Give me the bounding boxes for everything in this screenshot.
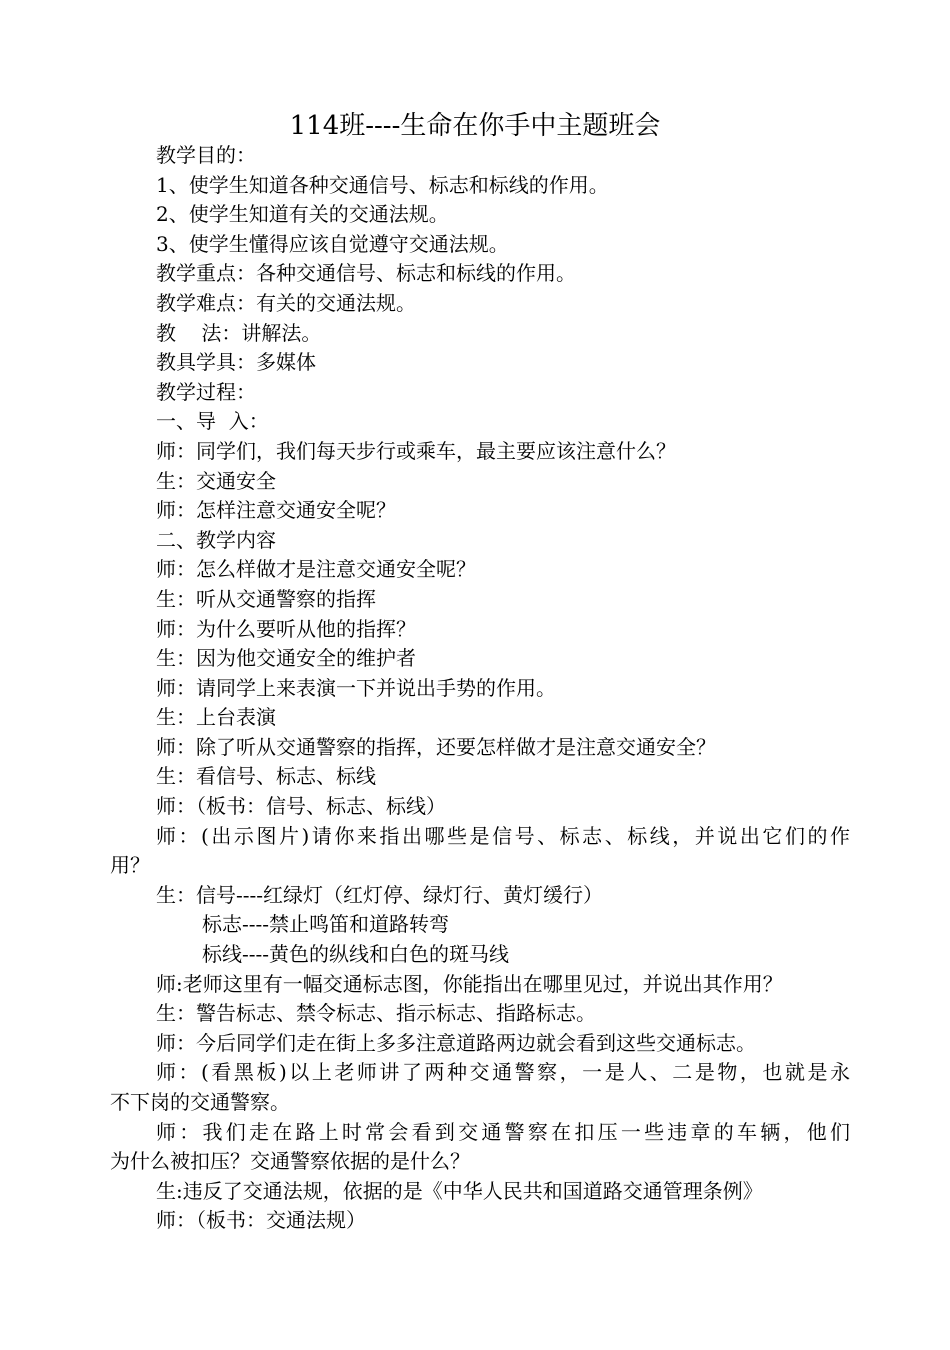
teaching-aids: 教具学具：多媒体: [156, 350, 316, 375]
dialogue-line: 师：我们走在路上时常会看到交通警察在扣压一些违章的车辆，他们: [156, 1119, 850, 1144]
key-point: 教学重点：各种交通信号、标志和标线的作用。: [156, 261, 576, 286]
dialogue-line: 生：因为他交通安全的维护者: [156, 646, 416, 671]
dialogue-line: 生:违反了交通法规，依据的是《中华人民共和国道路交通管理条例》: [156, 1178, 763, 1203]
dialogue-line: 师：除了听从交通警察的指挥，还要怎样做才是注意交通安全？: [156, 734, 716, 759]
dialogue-line-continuation: 不下岗的交通警察。: [110, 1090, 290, 1114]
dialogue-line: 生：看信号、标志、标线: [156, 764, 376, 789]
dialogue-line: 师：(出示图片)请你来指出哪些是信号、标志、标线，并说出它们的作: [156, 823, 850, 848]
document-body: [110, 141, 850, 1236]
dialogue-line: 生：信号----红绿灯（红灯停、绿灯行、黄灯缓行）: [156, 882, 604, 907]
dialogue-line: 生：听从交通警察的指挥: [156, 586, 376, 611]
dialogue-line: 生：警告标志、禁令标志、指示标志、指路标志。: [156, 1001, 596, 1026]
dialogue-sub-line: 标志----禁止鸣笛和道路转弯: [202, 912, 450, 937]
dialogue-line: 师：同学们，我们每天步行或乘车，最主要应该注意什么？: [156, 438, 676, 463]
dialogue-line: 师:老师这里有一幅交通标志图，你能指出在哪里见过，并说出其作用？: [156, 971, 783, 996]
dialogue-line: 师：（板书：信号、标志、标线）: [156, 794, 446, 819]
section-heading-process: 教学过程：: [156, 379, 256, 404]
dialogue-line: 师：今后同学们走在街上多多注意道路两边就会看到这些交通标志。: [156, 1030, 756, 1055]
dialogue-line: 师：(看黑板)以上老师讲了两种交通警察，一是人、二是物，也就是永: [156, 1060, 850, 1085]
objective-item-3: 3、使学生懂得应该自觉遵守交通法规。: [156, 231, 509, 256]
subsection-heading-intro: 一、导 入：: [156, 409, 269, 434]
objective-item-1: 1、使学生知道各种交通信号、标志和标线的作用。: [156, 172, 609, 197]
dialogue-line-continuation: 为什么被扣压？交通警察依据的是什么？: [110, 1149, 470, 1174]
subsection-heading-content: 二、教学内容: [156, 527, 276, 552]
document-title: 114班----生命在你手中主题班会: [289, 111, 661, 141]
dialogue-sub-line: 标线----黄色的纵线和白色的斑马线: [202, 942, 510, 967]
dialogue-line: 师：怎样注意交通安全呢？: [156, 498, 396, 523]
dialogue-line-continuation: 用？: [110, 853, 150, 878]
dialogue-line: 师：怎么样做才是注意交通安全呢？: [156, 557, 476, 582]
teaching-method: 教 法：讲解法。: [156, 320, 322, 345]
difficult-point: 教学难点：有关的交通法规。: [156, 290, 416, 315]
dialogue-line: 师：（板书：交通法规）: [156, 1208, 366, 1233]
dialogue-line: 师：请同学上来表演一下并说出手势的作用。: [156, 675, 556, 700]
dialogue-line: 师：为什么要听从他的指挥？: [156, 616, 416, 641]
dialogue-line: 生：交通安全: [156, 468, 276, 493]
section-heading-objectives: 教学目的：: [156, 143, 256, 167]
dialogue-line: 生：上台表演: [156, 705, 276, 730]
objective-item-2: 2、使学生知道有关的交通法规。: [156, 202, 449, 227]
